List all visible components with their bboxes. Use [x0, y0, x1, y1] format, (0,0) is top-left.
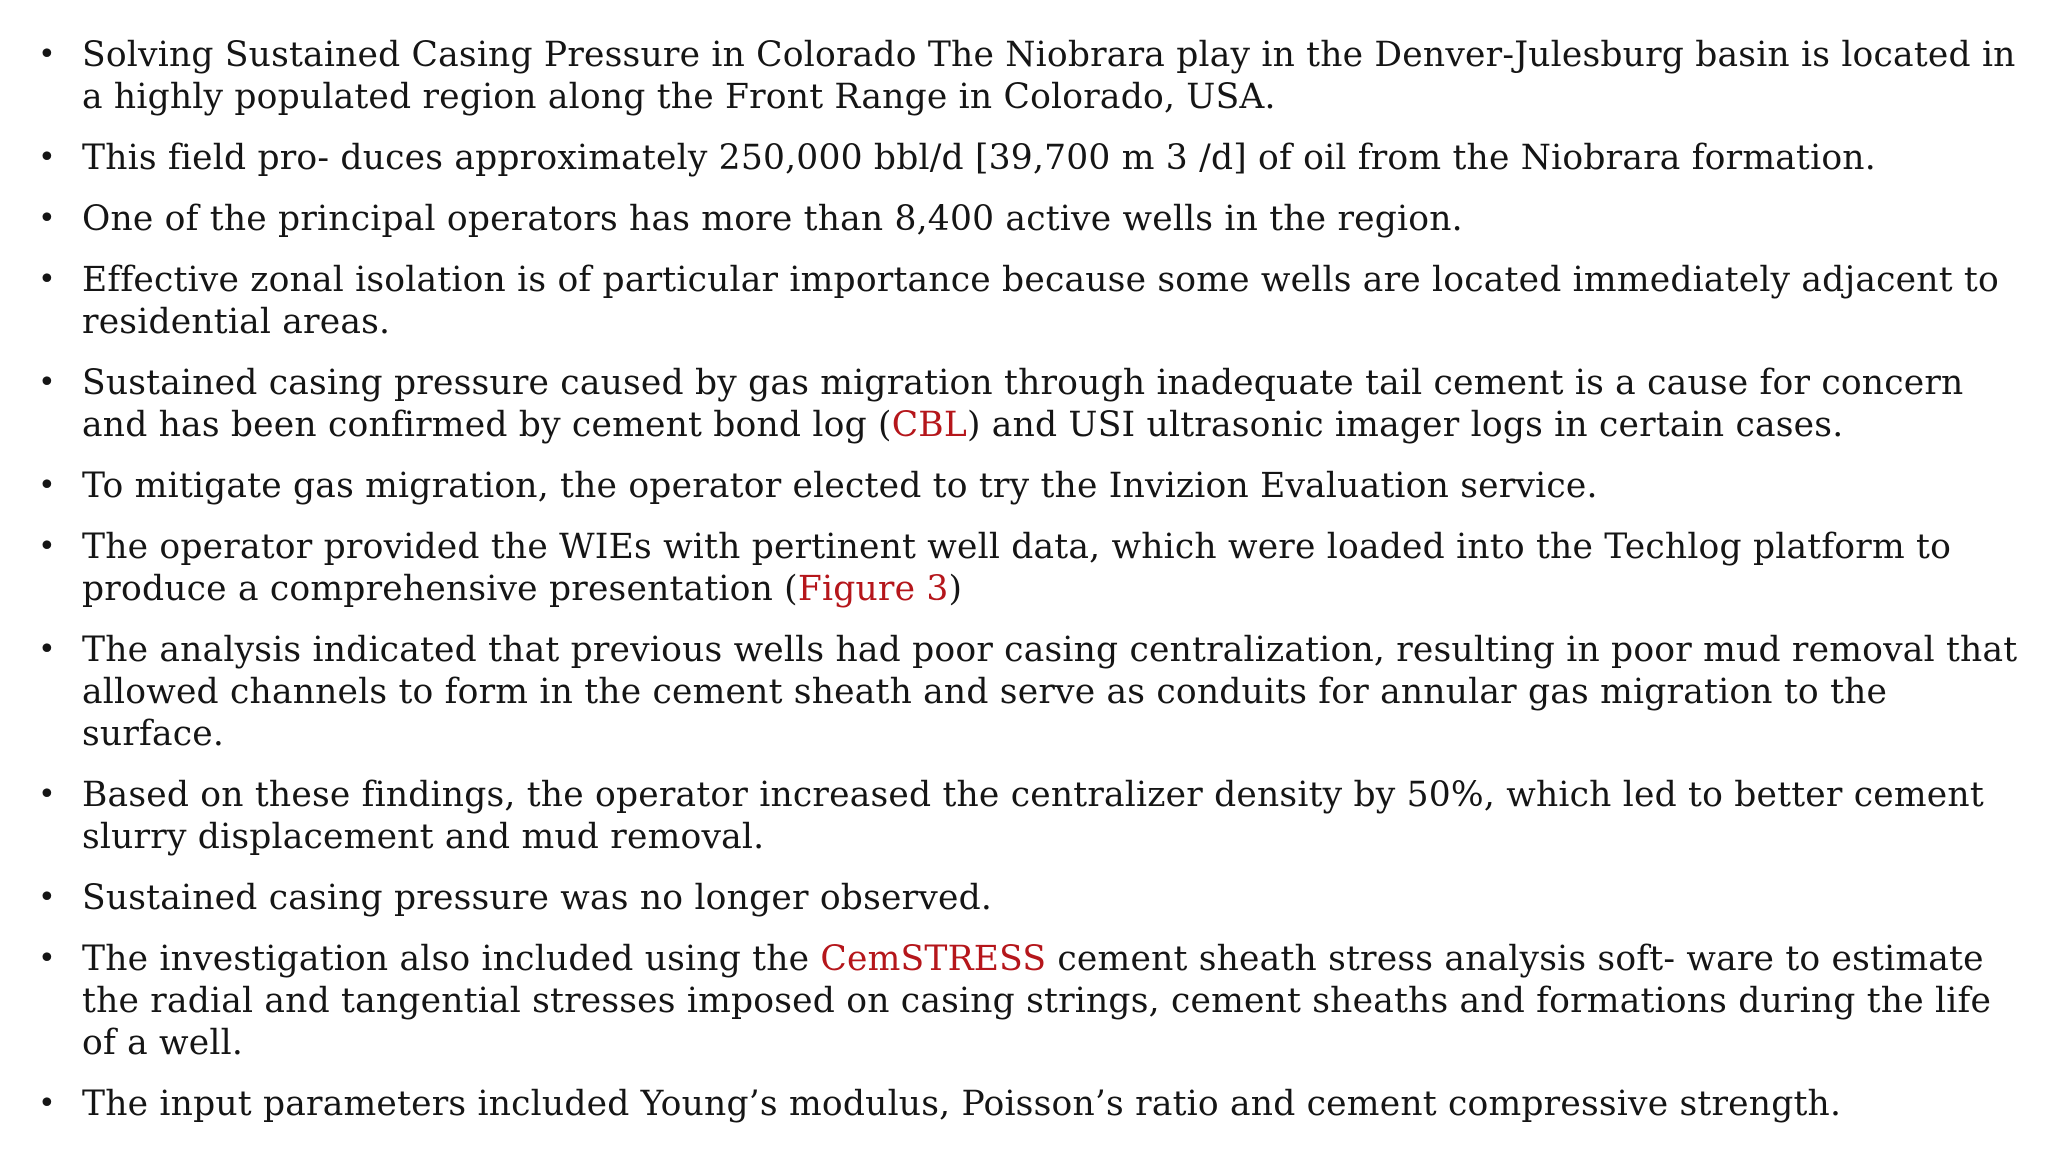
bullet-icon: • [38, 37, 56, 72]
bullet-icon: • [38, 262, 56, 297]
bullet-item [0, 362, 2032, 446]
bullet-item [0, 34, 2032, 118]
bullet-list [0, 34, 2032, 1125]
bullet-icon: • [38, 468, 56, 503]
bullet-icon: • [38, 365, 56, 400]
bullet-text-continued: ) and USI ultrasonic imager logs in certain cases. [966, 405, 1844, 445]
bullet-item [0, 526, 2032, 610]
bullet-text: Based on these findings, the operator increased the centralizer density by 50%, which led to better cement slurry displacement and mud removal. [82, 775, 1984, 857]
bullet-icon: • [38, 941, 56, 976]
bullet-icon: • [38, 140, 56, 175]
cemstress-link[interactable]: CemSTRESS [820, 939, 1047, 979]
bullet-text: Sustained casing pressure caused by gas migration through inadequate tail cement is a cause for concern and has been confirmed by cement bond log ( [82, 363, 1964, 445]
bullet-text: To mitigate gas migration, the operator elected to try the Invizion Evaluation service. [82, 466, 1598, 506]
bullet-text: Solving Sustained Casing Pressure in Colorado The Niobrara play in the Denver-Julesburg basin is located in a highly populated region along the Front Range in Colorado, USA. [82, 35, 2016, 117]
bullet-icon: • [38, 777, 56, 812]
bullet-text: The analysis indicated that previous wells had poor casing centralization, resulting in poor mud removal that allowed channels to form in the cement sheath and serve as conduits for annular gas migration to the surface. [82, 630, 2018, 754]
bullet-text-continued: cement sheath stress analysis soft- ware to estimate the radial and tangential stresses imposed on casing strings, cement sheaths and formations during the life of a well. [82, 939, 1992, 1063]
bullet-text: This field pro- duces approximately 250,000 bbl/d [39,700 m 3 /d] of oil from the Niobrara formation. [82, 138, 1876, 178]
bullet-item [0, 1083, 2032, 1125]
bullet-icon: • [38, 529, 56, 564]
bullet-text: Effective zonal isolation is of particular importance because some wells are located immediately adjacent to residential areas. [82, 260, 1999, 342]
bullet-item [0, 259, 2032, 343]
bullet-text: The investigation also included using the [82, 939, 821, 979]
cbl-link[interactable]: CBL [891, 405, 967, 445]
bullet-item [0, 877, 2032, 919]
bullet-item [0, 629, 2032, 755]
figure-3-link[interactable]: Figure 3 [797, 569, 949, 609]
bullet-text: The input parameters included Young’s modulus, Poisson’s ratio and cement compressive strength. [82, 1084, 1842, 1124]
bullet-item [0, 938, 2032, 1064]
bullet-item [0, 465, 2032, 507]
bullet-icon: • [38, 1086, 56, 1121]
bullet-icon: • [38, 880, 56, 915]
bullet-text: Sustained casing pressure was no longer observed. [82, 878, 993, 918]
bullet-text: One of the principal operators has more than 8,400 active wells in the region. [82, 199, 1463, 239]
bullet-item [0, 774, 2032, 858]
bullet-icon: • [38, 632, 56, 667]
bullet-item [0, 137, 2032, 179]
bullet-icon: • [38, 201, 56, 236]
bullet-text-continued: ) [948, 569, 963, 609]
bullet-item [0, 198, 2032, 240]
bullet-text: The operator provided the WIEs with pertinent well data, which were loaded into the Techlog platform to produce a comprehensive presentation ( [82, 527, 1952, 609]
